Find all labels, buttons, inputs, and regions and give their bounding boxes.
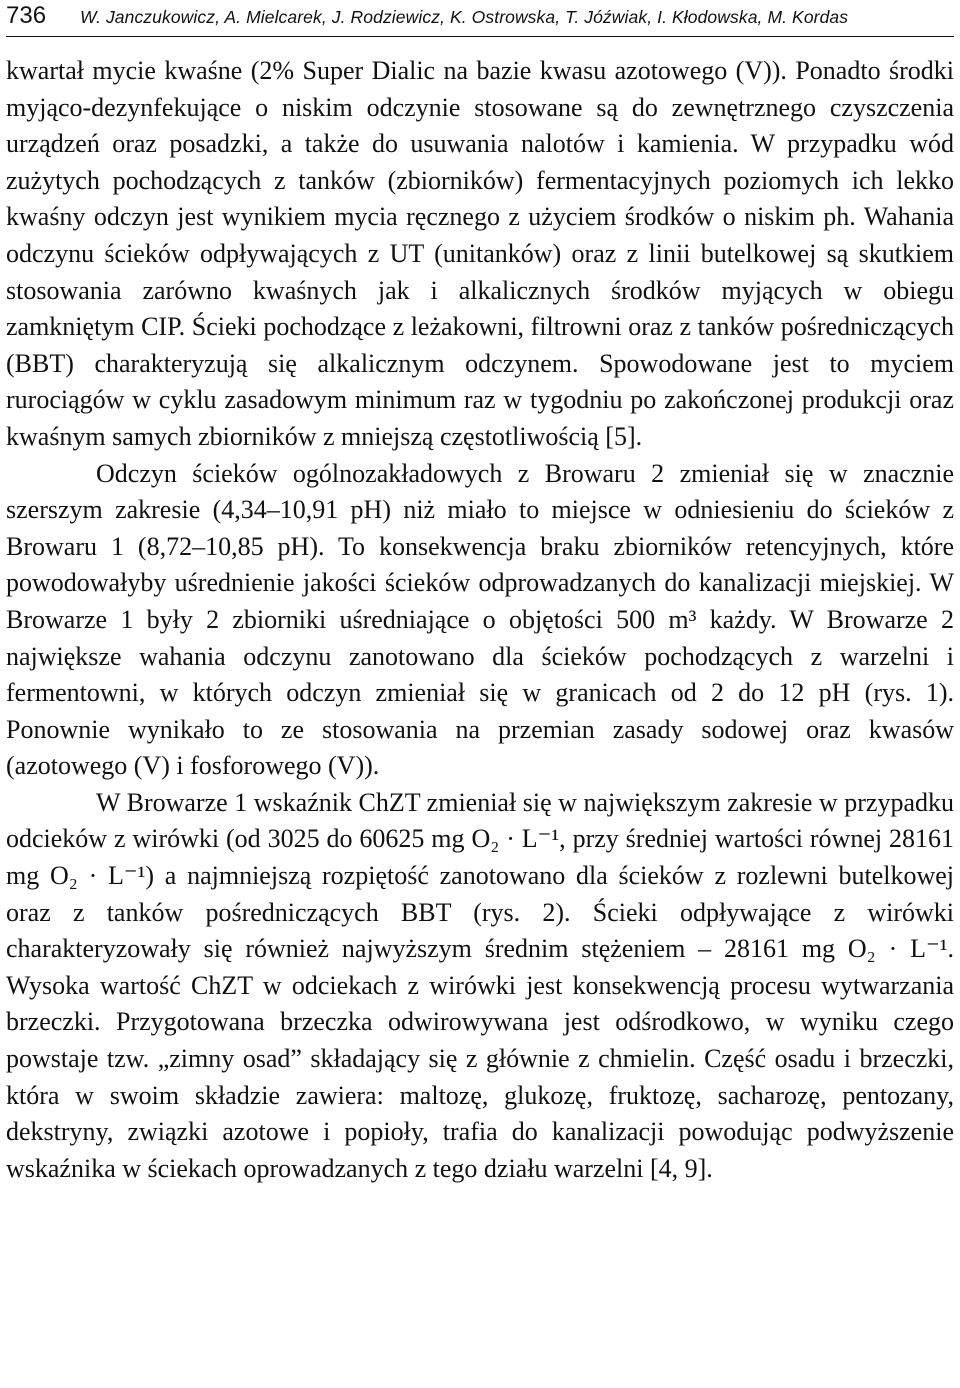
page-number: 736 [6, 2, 47, 29]
body-text [6, 53, 954, 1187]
running-header-authors: W. Janczukowicz, A. Mielcarek, J. Rodziewicz, K. Ostrowska, T. Jóźwiak, I. Kłodowska, M. Kordas [80, 7, 849, 27]
running-header [6, 0, 954, 37]
paragraph: kwartał mycie kwaśne (2% Super Dialic na bazie kwasu azotowego (V)). Ponadto środki myjąco-dezynfekujące o niskim odczynie stosowane są do zewnętrznego czyszczenia urządzeń oraz posadzki, a także do usuwania nalotów i kamienia. W przypadku wód zużytych pochodzących z tanków (zbiorników) fermentacyjnych poziomych ich lekko kwaśny odczyn jest wynikiem mycia ręcznego z użyciem środków o niskim ph. Wahania odczynu ścieków odpływających z UT (unitanków) oraz z linii butelkowej są skutkiem stosowania zarówno kwaśnych jak i alkalicznych środków myjących w obiegu zamkniętym CIP. Ścieki pochodzące z leżakowni, filtrowni oraz z tanków pośredniczących (BBT) charakteryzują się alkalicznym odczynem. Spowodowane jest to myciem rurociągów w cyklu zasadowym minimum raz w tygodniu po zakończonej produkcji oraz kwaśnym samych zbiorników z mniejszą częstotliwością [5]. [6, 56, 954, 451]
paragraph: W Browarze 1 wskaźnik ChZT zmieniał się w największym zakresie w przypadku odcieków z wirówki (od 3025 do 60625 mg O₂ · L⁻¹, przy średniej wartości równej 28161 mg O₂ · L⁻¹) a najmniejszą rozpiętość zanotowano dla ścieków z rozlewni butelkowej oraz z tanków pośredniczących BBT (rys. 2). Ścieki odpływające z wirówki charakteryzowały się również najwyższym średnim stężeniem – 28161 mg O₂ · L⁻¹. Wysoka wartość ChZT w odciekach z wirówki jest konsekwencją procesu wytwarzania brzeczki. Przygotowana brzeczka odwirowywana jest odśrodkowo, w wyniku czego powstaje tzw. „zimny osad” składający się z głównie z chmielin. Część osadu i brzeczki, która w swoim składzie zawiera: maltozę, glukozę, fruktozę, sacharozę, pentozany, dekstryny, związki azotowe i popioły, trafia do kanalizacji powodując podwyższenie wskaźnika w ściekach oprowadzanych z tego działu warzelni [4, 9]. [6, 787, 954, 1183]
paragraph: Odczyn ścieków ogólnozakładowych z Browaru 2 zmieniał się w znacznie szerszym zakresie (4,34–10,91 pH) niż miało to miejsce w odniesieniu do ścieków z Browaru 1 (8,72–10,85 pH). To konsekwencja braku zbiorników retencyjnych, które powodowałyby uśrednienie jakości ścieków odprowadzanych do kanalizacji miejskiej. W Browarze 1 były 2 zbiorniki uśredniające o objętości 500 m³ każdy. W Browarze 2 największe wahania odczynu zanotowano dla ścieków pochodzących z warzelni i fermentowni, w których odczyn zmieniał się w granicach od 2 do 12 pH (rys. 1). Ponownie wynikało to ze stosowania na przemian zasady sodowej oraz kwasów (azotowego (V) i fosforowego (V)). [6, 458, 954, 781]
